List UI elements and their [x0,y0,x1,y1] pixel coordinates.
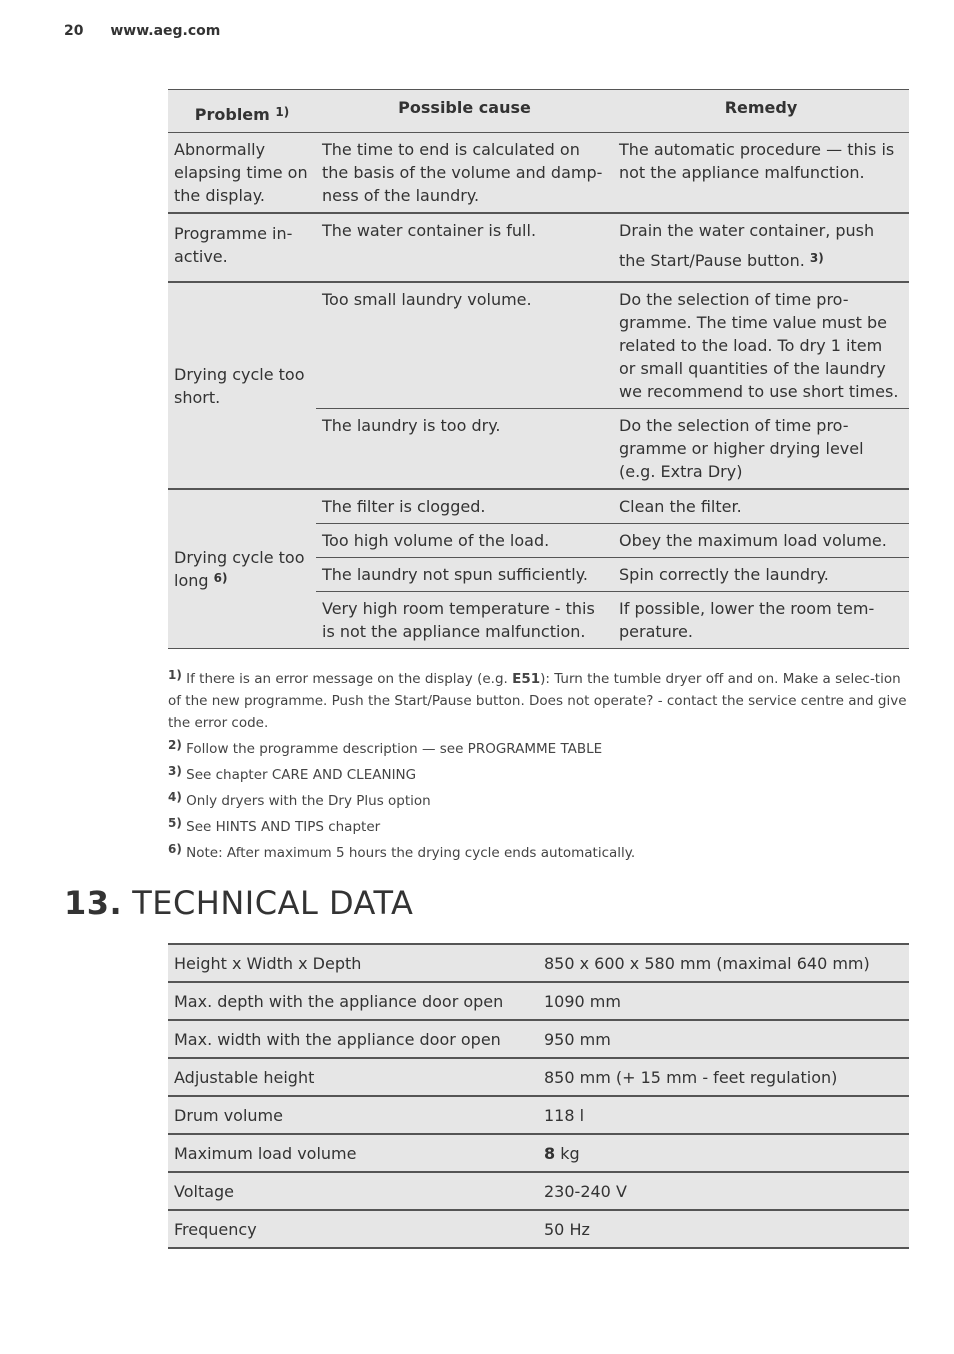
header-problem: Problem $^{1)}$ [168,90,316,133]
footnote: $^{1)}$ If there is an error message on the display (e.g. E51): Turn the tumble dryer off and on. Make a selec-tion of the new programme. Push the Start/Pause button. Does not operate? - contact the service centre and give the error code. [168,668,907,731]
error-code: E51 [512,671,541,687]
remedy-cell: Do the selection of time pro-gramme or higher drying level (e.g. Extra Dry) [613,409,909,490]
table-row [168,1058,909,1096]
cause-cell: The water container is full. [316,213,613,282]
table-row [168,489,909,524]
header-possible-cause: Possible cause [316,90,613,133]
section-number: 13. [64,884,123,922]
remedy-cell: Spin correctly the laundry. [613,558,909,592]
spec-label: Voltage [168,1172,538,1210]
page-number: 20 [64,23,84,39]
footnote: $^{4)}$ Only dryers with the Dry Plus option [168,790,431,809]
footnote: $^{2)}$ Follow the programme description — see PROGRAMME TABLE [168,738,603,757]
remedy-cell: The automatic procedure — this is not the appliance malfunction. [613,133,909,214]
spec-label: Max. depth with the appliance door open [168,982,538,1020]
cause-cell: The filter is clogged. [316,489,613,524]
footnotes [168,668,909,868]
spec-label: Maximum load volume [168,1134,538,1172]
header-remedy: Remedy [613,90,909,133]
table-row [168,133,909,214]
problem-cell: Drying cycle too short. [168,282,316,489]
page-header [64,23,220,39]
spec-value: 118 l [538,1096,909,1134]
problem-cell: Programme in-active. [168,213,316,282]
spec-value: 230-240 V [538,1172,909,1210]
spec-value: 850 mm (+ 15 mm - feet regulation) [538,1058,909,1096]
table-row [168,982,909,1020]
footnote-ref: 3) [809,251,824,265]
table-row [168,282,909,409]
cause-cell: The laundry is too dry. [316,409,613,490]
spec-value: 950 mm [538,1020,909,1058]
spec-label: Adjustable height [168,1058,538,1096]
section-heading: TECHNICAL DATA [132,884,414,922]
section-title [64,884,413,922]
footnote-ref: 6) [213,571,228,585]
cause-cell: Very high room temperature - this is not the appliance malfunction. [316,592,613,649]
cause-cell: Too high volume of the load. [316,524,613,558]
spec-label: Drum volume [168,1096,538,1134]
footnote: $^{3)}$ See chapter CARE AND CLEANING [168,764,417,783]
remedy-cell: Drain the water container, push the Start/Pause button. $^{3)}$ [613,213,909,282]
footnote: $^{6)}$ Note: After maximum 5 hours the drying cycle ends automatically. [168,842,636,861]
cause-cell: Too small laundry volume. [316,282,613,409]
cause-cell: The laundry not spun sufficiently. [316,558,613,592]
table-row [168,1020,909,1058]
website-link[interactable]: www.aeg.com [110,23,221,39]
table-header-row [168,90,909,133]
table-row [168,1172,909,1210]
footnote: $^{5)}$ See HINTS AND TIPS chapter [168,816,381,835]
table-row [168,1096,909,1134]
table-row [168,213,909,282]
troubleshooting-table [168,89,909,649]
spec-label: Max. width with the appliance door open [168,1020,538,1058]
spec-value: 8 kg [538,1134,909,1172]
footnote-ref: 1) [275,105,290,119]
spec-label: Frequency [168,1210,538,1248]
problem-cell: Abnormally elapsing time on the display. [168,133,316,214]
remedy-cell: Do the selection of time pro-gramme. The time value must be related to the load. To dry 1 item or small quantities of the laundry we recommend to use short times. [613,282,909,409]
spec-label: Height x Width x Depth [168,944,538,982]
spec-value: 1090 mm [538,982,909,1020]
spec-value: 850 x 600 x 580 mm (maximal 640 mm) [538,944,909,982]
cause-cell: The time to end is calculated on the basis of the volume and damp-ness of the laundry. [316,133,613,214]
spec-value: 50 Hz [538,1210,909,1248]
technical-data-table [168,943,909,1249]
table-row [168,944,909,982]
remedy-cell: Clean the filter. [613,489,909,524]
remedy-cell: If possible, lower the room tem-perature. [613,592,909,649]
table-row [168,1210,909,1248]
problem-cell: Drying cycle too long $^{6)}$ [168,489,316,649]
table-row [168,1134,909,1172]
remedy-cell: Obey the maximum load volume. [613,524,909,558]
